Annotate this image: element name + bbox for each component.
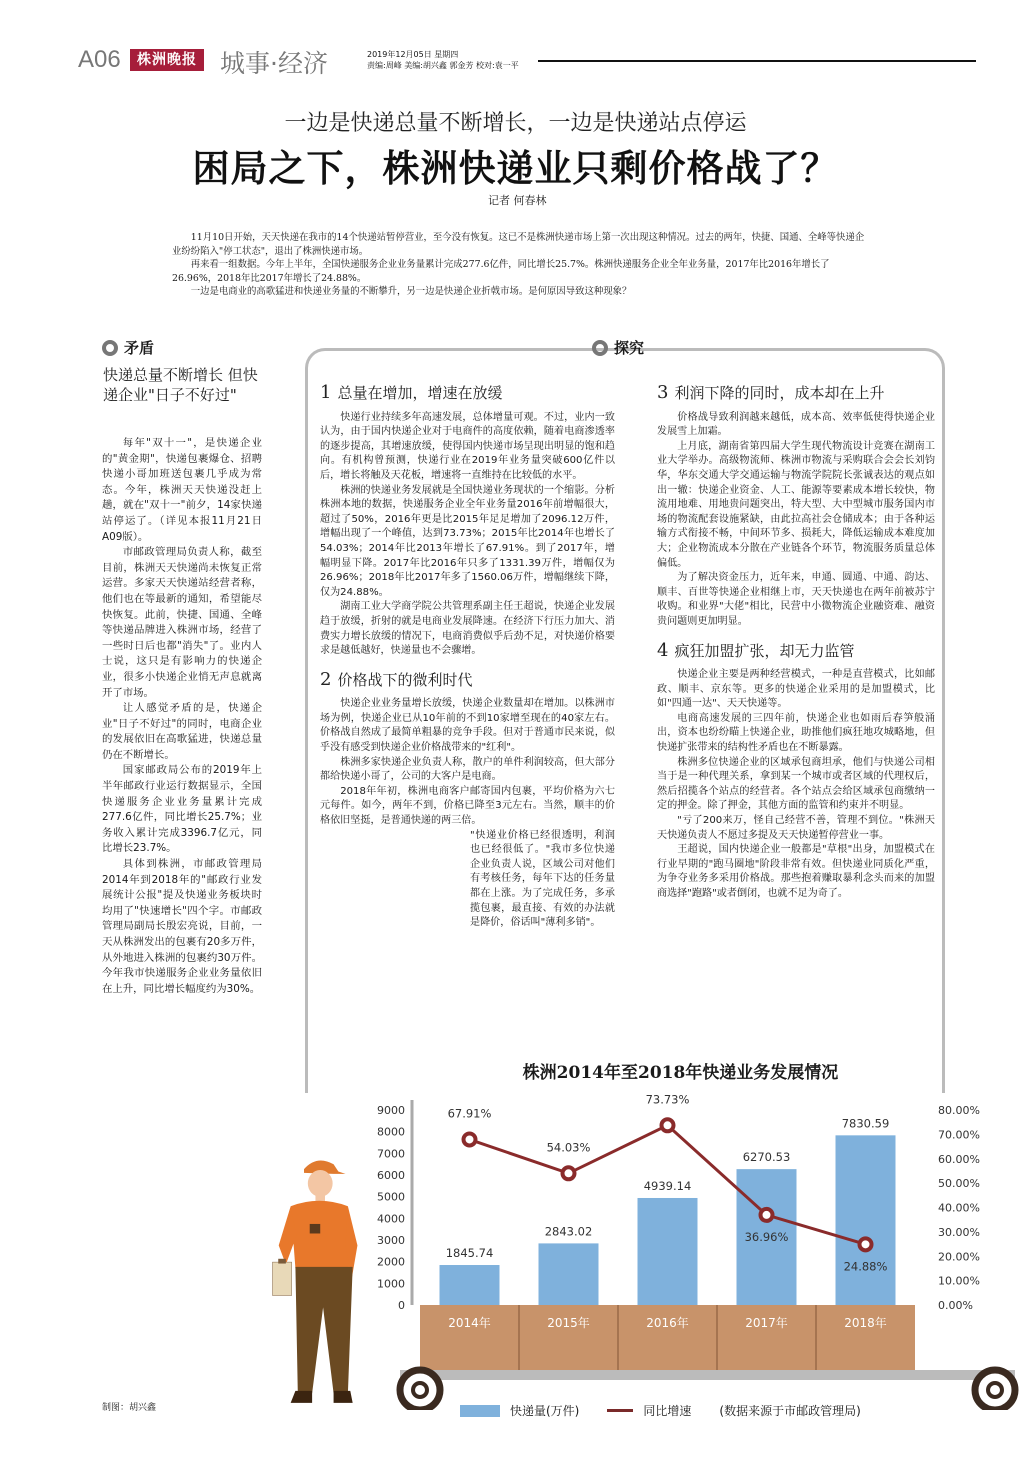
line-point — [464, 1133, 476, 1145]
y-tick-label: 0 — [398, 1299, 405, 1312]
y2-tick-label: 40.00% — [938, 1201, 980, 1215]
bar-value-label: 4939.14 — [643, 1178, 692, 1193]
y-tick-label: 3000 — [377, 1234, 405, 1247]
chart-title: 株洲2014年至2018年快递业务发展情况 — [522, 1063, 839, 1083]
subhead-title: 总量在增加，增速在放缓 — [337, 384, 503, 402]
paragraph: 市邮政管理局负责人称，截至目前，株洲天天快递尚未恢复正常运营。多家天天快递站经营者称，他们也在等最新的通知，希望能尽快恢复。此前，快捷、国通、全峰等快递品牌进入株洲市场，经营了一些时日后也都"消失"了。业内人士说，这只是有影响力的快递企业，很多小快递企业悄无声息就离开了市场。 — [102, 546, 262, 699]
y-tick-label: 5000 — [377, 1190, 405, 1204]
paragraph: 上月底，湖南省第四届大学生现代物流设计竞赛在湖南工业大学举办。高级物流师、株洲市物流与采购联合会会长刘钧华，华东交通大学交通运输与物流学院院长张诚表达的观点如出一辙：快递企业资金、人工、能源等要素成本增长较快，物流用地难、用地贵问题突出，特大型、大中型城市服务国内市场的物流配套设施紧缺，由此拉高社会仓储成本；由于各种运输方式衔接不畅，中间环节多、损耗大，降低运输成本难度加大；企业物流成本分散在产业链各个环节，物流服务质量总体偏低。 — [657, 440, 935, 569]
cart-body — [420, 1305, 915, 1370]
column-2 — [657, 380, 935, 902]
section-title: 城事·经济 — [220, 49, 328, 78]
paragraph: 让人感觉矛盾的是，快递企业"日子不好过"的同时，电商企业的发展依旧在高歌猛进，快递总量仍在不断增长。 — [102, 702, 262, 761]
paragraph: 具体到株洲，市邮政管理局2014年到2018年的"邮政行业发展统计公报"提及快递业务板块时均用了"快速增长"四个字。市邮政管理局副局长殷宏亮说，目前，一天从株洲发出的包裹有20多万件，从外地进入株洲的包裹约30万件。今年我市快递服务企业业务量依旧在上升，同比增长幅度约为30%。 — [102, 858, 262, 995]
wheel-icon — [400, 1370, 440, 1410]
x-tick-label: 2014年 — [448, 1316, 491, 1330]
y-tick-label: 9000 — [377, 1104, 405, 1117]
wheel-icon — [975, 1370, 1015, 1410]
paragraph: 价格战导致利润越来越低，成本高、效率低使得快递企业发展雪上加霜。 — [657, 411, 935, 438]
lead-paragraphs — [172, 231, 872, 299]
paragraph: 快递企业业务量增长放缓，快递企业数量却在增加。以株洲市场为例，快递企业已从10年前的不到10家增至现在的40家左右。价格战自然成了最简单粗暴的竞争手段。但对于普通市民来说，似乎没有感受到快递企业价格战带来的"红利"。 — [320, 698, 615, 754]
bar-value-label: 2843.02 — [544, 1224, 593, 1239]
x-tick-label: 2016年 — [646, 1316, 689, 1330]
lead-paragraph: 11月10日开始，天天快递在我市的14个快递站暂停营业，至今没有恢复。这已不是株洲快递市场上第一次出现这种情况。过去的两年，快捷、国通、全峰等快递企业纷纷陷入"停工状态"，退出了株洲快递市场。 — [172, 232, 865, 257]
illustration-credit: 制图：胡兴鑫 — [102, 1403, 157, 1413]
line-value-label: 73.73% — [645, 1092, 690, 1107]
bar-value-label: 1845.74 — [445, 1246, 494, 1261]
y2-tick-label: 30.00% — [938, 1225, 980, 1239]
paragraph: 电商高速发展的三四年前，快递企业也如雨后春笋般涌出，资本也纷纷瞄上快递企业，助推他们疯狂地攻城略地，但快递扩张带来的结构性矛盾也在不断暴露。 — [657, 712, 935, 754]
subhead-2 — [320, 668, 615, 690]
line-point — [761, 1209, 773, 1221]
line-point — [563, 1167, 575, 1179]
y2-tick-label: 20.00% — [938, 1250, 980, 1264]
courier-illustration — [262, 1150, 367, 1410]
subhead-3 — [657, 382, 935, 403]
y-tick-label: 1000 — [377, 1277, 405, 1291]
section-tag-label: 矛盾 — [124, 339, 155, 357]
legend-label-bar: 快递量(万件) — [510, 1404, 580, 1418]
subhead-title: 利润下降的同时，成本却在上升 — [674, 384, 885, 402]
chart-legend — [460, 1402, 861, 1419]
line-value-label: 67.91% — [447, 1106, 492, 1121]
legend-label-line: 同比增速 — [643, 1404, 692, 1418]
newspaper-logo: 株洲晚报 — [130, 49, 204, 71]
line-value-label: 36.96% — [744, 1229, 789, 1244]
ring-icon — [102, 340, 118, 356]
chart — [360, 1090, 1031, 1410]
paragraph: 湖南工业大学商学院公共管理系副主任王超说，快递企业发展趋于放缓，折射的就是电商业发展降速。在经济下行压力加大、消费实力增长放缓的情况下，电商消费似乎后劲不足，对快递价格要求是越低越好，快递量也不会骤增。 — [320, 601, 615, 657]
bar — [440, 1265, 500, 1305]
left-body — [102, 436, 262, 997]
y2-tick-label: 50.00% — [938, 1177, 980, 1191]
lead-paragraph: 再来看一组数据。今年上半年，全国快递服务企业业务量累计完成277.6亿件，同比增长25.7%。株洲快递服务企业全年业务量，2017年比2016年增长了26.96%，2018年比2017年增长了24.88%。 — [172, 259, 830, 284]
kicker: 一边是快递总量不断增长，一边是快递站点停运 — [284, 111, 747, 136]
legend-swatch-bar — [460, 1405, 500, 1417]
page-number: A06 — [78, 46, 121, 73]
paragraph: "快递业价格已经很透明，利润也已经很低了。"我市多位快递企业负责人说，区域公司对他们有考核任务，每年下达的任务量都在上涨。为了完成任务，多承揽包裹，最直接、有效的办法就是降价，俗话叫"薄利多销"。 — [470, 829, 615, 929]
paragraph: 每年"双十一"，是快递企业的"黄金期"，快递包裹爆仓、招聘快递小哥加班送包裹几乎成为常态。今年，株洲天天快递没赶上趟，就在"双十一"前夕，14家快递站停运了。（详见本报11月21日A09版）。 — [102, 437, 262, 543]
issue-date: 2019年12月05日 星期四 — [367, 50, 459, 59]
left-title: 快递总量不断增长 但快递企业"日子不好过" — [103, 366, 258, 404]
legend-swatch-line — [607, 1409, 633, 1412]
x-tick-label: 2018年 — [844, 1316, 887, 1330]
bar — [539, 1243, 599, 1305]
subhead-number: 4 — [657, 639, 669, 661]
column-1 — [320, 380, 615, 931]
lead-paragraph: 一边是电商业的高歌猛进和快递业务量的不断攀升，另一边是快递企业折戟市场。是何原因导致这种现象？ — [190, 286, 632, 298]
bar-value-label: 6270.53 — [742, 1150, 791, 1165]
subhead-title: 疯狂加盟扩张，却无力监管 — [674, 641, 855, 660]
line-value-label: 24.88% — [843, 1259, 888, 1274]
line-point — [662, 1119, 674, 1131]
y-tick-label: 6000 — [377, 1169, 405, 1182]
subhead-4 — [657, 639, 935, 661]
y2-tick-label: 70.00% — [938, 1128, 980, 1142]
paragraph: 快递行业持续多年高速发展，总体增量可观。不过，业内一致认为，由于国内快递企业对于电商件的高度依赖，随着电商渗透率的逐步提高，其增速放缓，使得国内快递市场呈现出明显的饱和趋向。有机构曾预测，快递行业在2019年业务量突破600亿件以后，增长将触及天花板，增速将一直维持在比较低的水平。 — [320, 411, 615, 481]
subhead-1 — [320, 382, 615, 403]
staff-credits: 责编:周峰 美编:胡兴鑫 郭金芳 校对:袁一平 — [367, 61, 519, 70]
y2-tick-label: 60.00% — [938, 1152, 980, 1166]
line-value-label: 54.03% — [546, 1140, 591, 1155]
section-tag-contradiction — [102, 337, 154, 358]
data-source: (数据来源于市邮政管理局) — [719, 1404, 861, 1418]
y-tick-label: 2000 — [377, 1255, 405, 1269]
paragraph: 2018年年初，株洲电商客户邮寄国内包裹，平均价格为六七元每件。如今，两年不到，价格已降至3元左右。当然，顺丰的价格依旧坚挺，是普通快递的两三倍。 — [320, 785, 615, 827]
headline: 困局之下，株洲快递业只剩价格战了？ — [192, 147, 839, 190]
subhead-number: 3 — [657, 382, 669, 403]
bar — [836, 1135, 896, 1305]
issue-meta — [367, 49, 519, 71]
byline: 记者 何春林 — [488, 194, 547, 207]
x-tick-label: 2017年 — [745, 1316, 788, 1330]
paragraph: 为了解决资金压力，近年来，申通、圆通、中通、韵达、顺丰、百世等快递企业相继上市，天天快递也在两年前被苏宁收购。和业界"大佬"相比，民营中小微物流企业融资难、融资贵问题则更加明显。 — [657, 572, 935, 627]
y-tick-label: 7000 — [377, 1147, 405, 1161]
subhead-number: 1 — [320, 382, 332, 403]
paragraph: 株洲的快递业务发展就是全国快递业务现状的一个缩影。分析株洲本地的数据，快递服务企业全年业务量2016年前增幅很大，超过了50%，2016年更是比2015年足足增加了2096.12万件，增幅出现了一个峰值，达到73.73%；2015年比2014年也增长了54.03%；2014年比2013年增长了67.91%。到了2017年，增幅明显下降。2017年比2016年只多了1331.39万件，增幅仅为26.96%；2018年比2017年多了1560.06万件，增幅继续下降，仅为24.88%。 — [320, 484, 615, 598]
subhead-title: 价格战下的微利时代 — [337, 670, 473, 689]
ring-icon — [592, 340, 608, 356]
paragraph: 国家邮政局公布的2019年上半年邮政行业运行数据显示，全国快递服务企业业务量累计完成277.6亿件，同比增长25.7%；业务收入累计完成3396.7亿元，同比增长23.7%。 — [102, 764, 262, 855]
y2-tick-label: 80.00% — [938, 1104, 980, 1117]
y2-tick-label: 10.00% — [938, 1274, 980, 1288]
y-tick-label: 8000 — [377, 1125, 405, 1139]
cart-rail — [400, 1370, 1015, 1380]
subhead-number: 2 — [320, 668, 332, 690]
section-tag-explore — [592, 337, 644, 358]
paragraph: 王超说，国内快递企业一般都是"草根"出身，加盟模式在行业早期的"跑马圈地"阶段非常有效。但快递业同质化严重，为争夺业务多采用价格战。那些抱着赚取暴利念头而来的加盟商选择"跑路"或者倒闭，也就不足为奇了。 — [657, 844, 935, 899]
bar — [638, 1198, 698, 1305]
y2-tick-label: 0.00% — [938, 1299, 973, 1312]
paragraph: 株洲多家快递企业负责人称，散户的单件利润较高，但大部分都给快递小哥了，公司的大客户是电商。 — [320, 756, 615, 783]
paragraph: "亏了200来万，怪自己经营不善，管理不到位。"株洲天天快递负责人不愿过多提及天天快递暂停营业一事。 — [657, 815, 935, 841]
line-point — [860, 1238, 872, 1250]
y-tick-label: 4000 — [377, 1212, 405, 1226]
header-rule — [538, 60, 976, 62]
paragraph: 快递企业主要是两种经营模式，一种是直营模式，比如邮政、顺丰、京东等。更多的快递企业采用的是加盟模式，比如"四通一达"、天天快递等。 — [657, 669, 935, 710]
paragraph: 株洲多位快递企业的区域承包商坦承，他们与快递公司相当于是一种代理关系，拿到某一个城市或者区域的代理权后，然后招揽各个站点的经营者。各个站点会给区域承包商缴纳一定的押金。除了押金，其他方面的监管和约束并不明显。 — [657, 756, 935, 812]
section-tag-label: 探究 — [614, 339, 645, 357]
x-tick-label: 2015年 — [547, 1316, 590, 1330]
bar-value-label: 7830.59 — [841, 1116, 890, 1131]
